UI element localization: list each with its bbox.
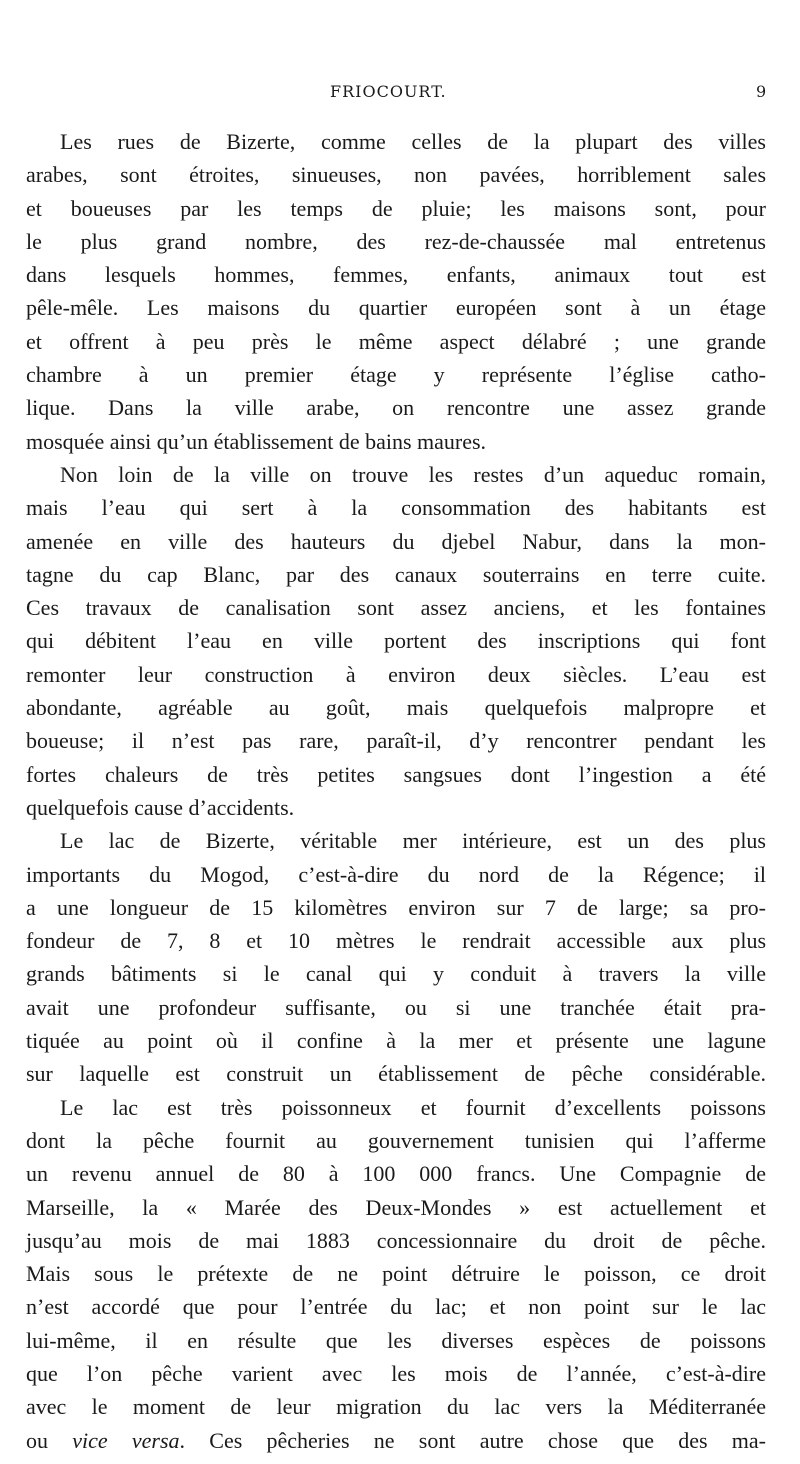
text-line: Les rues de Bizerte, comme celles de la plupart des villes [60, 129, 766, 154]
text-line: abondante, agréable au goût, mais quelquefois malpropre et [26, 695, 766, 721]
text-line: chambre à un premier étage y représente l’église catho- [26, 362, 766, 388]
text-line: que l’on pêche varient avec les mois de l’année, c’est-à-dire [26, 1360, 766, 1386]
text-line: Mais sous le prétexte de ne point détruire le poisson, ce droit [26, 1261, 766, 1287]
text-line: le plus grand nombre, des rez-de-chaussée mal entretenus [26, 228, 766, 254]
text-line: boueuse; il n’est pas rare, paraît-il, d’y rencontrer pendant les [26, 728, 766, 754]
text-line: qui débitent l’eau en ville portent des inscriptions qui font [26, 628, 766, 654]
text-line: amenée en ville des hauteurs du djebel Nabur, dans la mon- [26, 528, 766, 554]
text-line: Marseille, la « Marée des Deux-Mondes » est actuellement et [26, 1194, 766, 1220]
text-line: et offrent à peu près le même aspect délabré ; une grande [26, 328, 766, 354]
text-line: grands bâtiments si le canal qui y conduit à travers la ville [26, 961, 766, 987]
text-line-final [26, 1424, 766, 1457]
text-line: lui-même, il en résulte que les diverses espèces de poissons [26, 1327, 766, 1353]
text-line: pêle-mêle. Les maisons du quartier européen sont à un étage [26, 295, 766, 321]
italic-phrase: vice versa [72, 1427, 180, 1453]
text-line: lique. Dans la ville arabe, on rencontre une assez grande [26, 395, 766, 421]
text-line: Ces travaux de canalisation sont assez anciens, et les fontaines [26, 595, 766, 621]
text-line: avait une profondeur suffisante, ou si une tranchée était pra- [26, 994, 766, 1020]
text-fragment: . Ces pêcheries ne sont autre chose que des ma- [179, 1427, 766, 1453]
text-line: avec le moment de leur migration du lac vers la Méditerranée [26, 1394, 766, 1420]
text-line: a une longueur de 15 kilomètres environ sur 7 de large; sa pro- [26, 894, 766, 920]
paragraph-1 [26, 125, 766, 458]
text-line: Non loin de la ville on trouve les restes d’un aqueduc romain, [60, 461, 766, 487]
text-line: Le lac de Bizerte, véritable mer intérieure, est un des plus [60, 828, 766, 854]
text-line: tiquée au point où il confine à la mer et présente une lagune [26, 1028, 766, 1054]
text-line: sur laquelle est construit un établissement de pêche considérable. [26, 1061, 766, 1087]
text-line: Le lac est très poissonneux et fournit d’excellents poissons [60, 1094, 766, 1120]
text-line: et boueuses par les temps de pluie; les maisons sont, pour [26, 195, 766, 221]
text-line: tagne du cap Blanc, par des canaux souterrains en terre cuite. [26, 561, 766, 587]
text-line: mosquée ainsi qu’un établissement de bains maures. [26, 428, 487, 454]
text-fragment: ou [26, 1427, 73, 1453]
paragraph-2 [26, 458, 766, 824]
paragraph-4 [26, 1091, 766, 1457]
paragraph-3 [26, 824, 766, 1090]
page-number: 9 [756, 82, 767, 101]
text-line: n’est accordé que pour l’entrée du lac; et non point sur le lac [26, 1294, 766, 1320]
text-line: arabes, sont étroites, sinueuses, non pavées, horriblement sales [26, 162, 766, 188]
body-text [26, 125, 766, 1457]
text-line: fortes chaleurs de très petites sangsues dont l’ingestion a été [26, 761, 766, 787]
text-line: remonter leur construction à environ deux siècles. L’eau est [26, 661, 766, 687]
text-line: importants du Mogod, c’est-à-dire du nord de la Régence; il [26, 861, 766, 887]
text-line: fondeur de 7, 8 et 10 mètres le rendrait accessible aux plus [26, 928, 766, 954]
text-line: un revenu annuel de 80 à 100 000 francs. Une Compagnie de [26, 1161, 766, 1187]
text-line: jusqu’au mois de mai 1883 concessionnaire du droit de pêche. [26, 1227, 766, 1253]
text-line: quelquefois cause d’accidents. [26, 794, 295, 820]
text-line: mais l’eau qui sert à la consommation des habitants est [26, 495, 766, 521]
text-line: dans lesquels hommes, femmes, enfants, animaux tout est [26, 262, 766, 288]
page-header [0, 82, 800, 108]
text-line: dont la pêche fournit au gouvernement tunisien qui l’afferme [26, 1127, 766, 1153]
running-title: FRIOCOURT. [330, 82, 447, 101]
